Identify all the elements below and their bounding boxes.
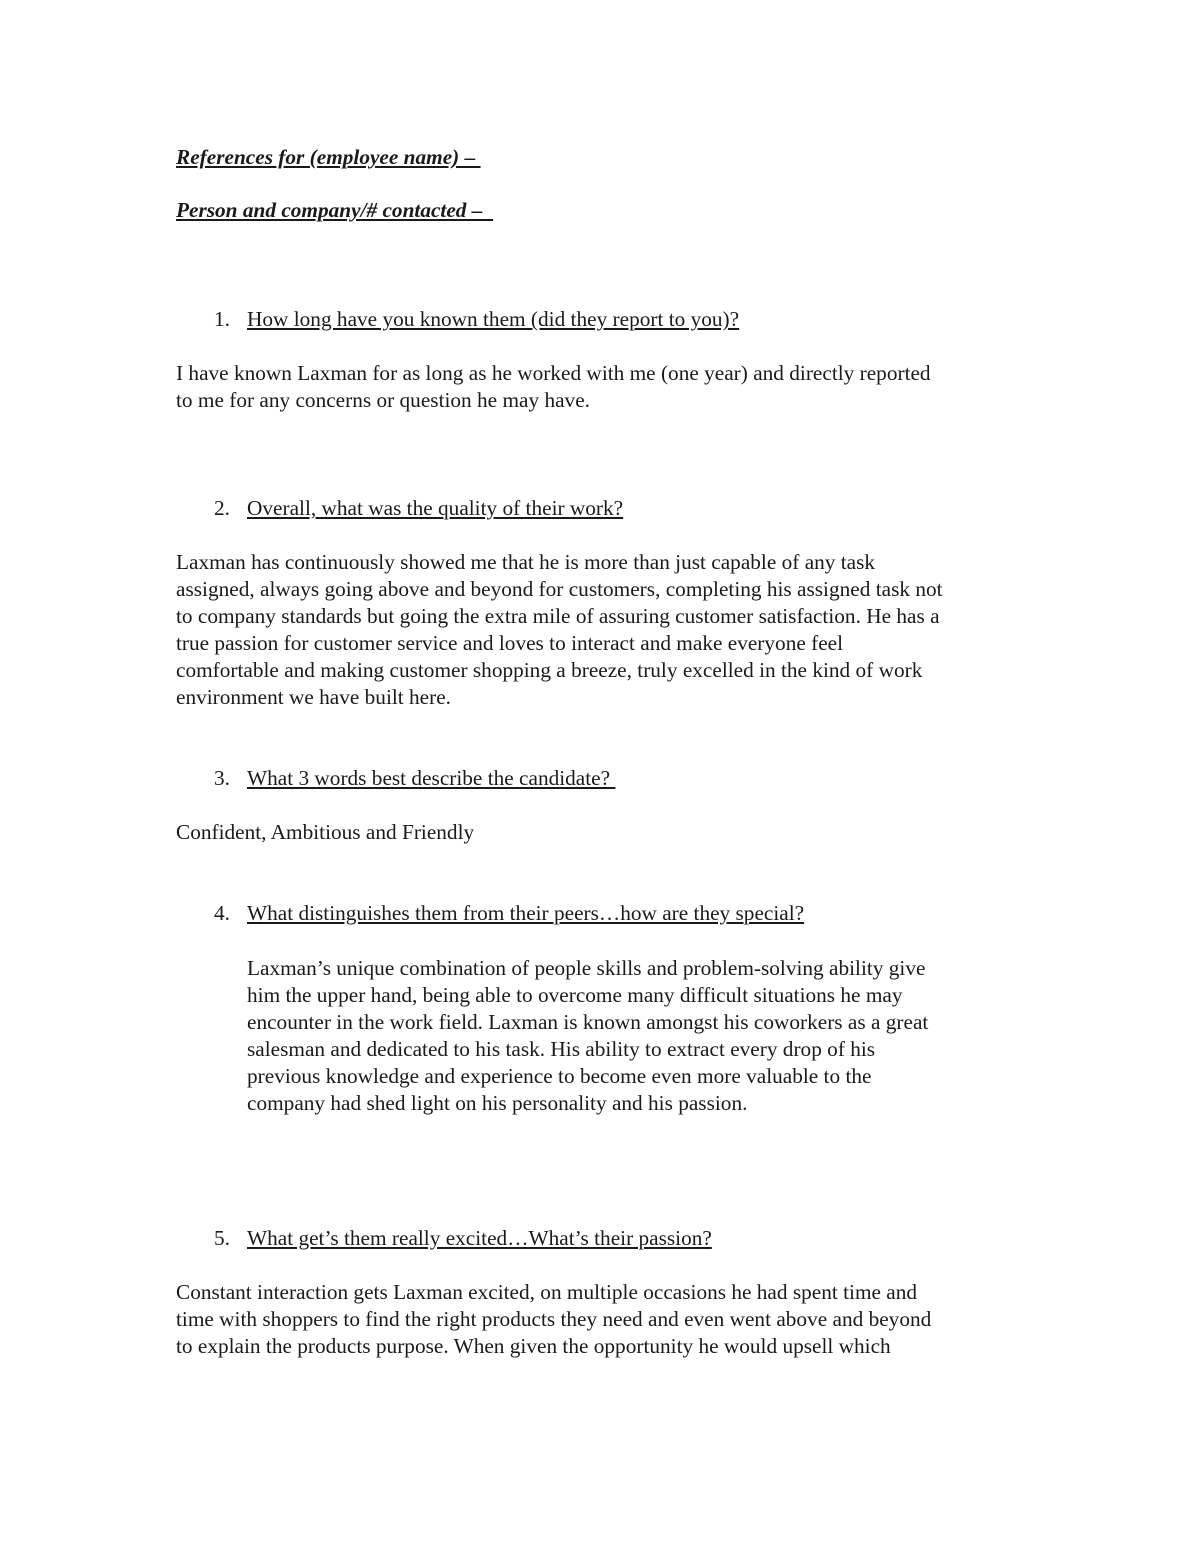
question-text: Overall, what was the quality of their work?: [247, 496, 624, 520]
question-number: 1.: [214, 307, 230, 331]
question-text: What distinguishes them from their peers…how are they special?: [247, 901, 805, 925]
references-heading: References for (employee name) –: [176, 145, 481, 169]
question-text: What 3 words best describe the candidate?: [247, 766, 616, 790]
answer-text: Laxman has continuously showed me that he is more than just capable of any task assigned, always going above and beyond for customers, completing his assigned task not to company standards but going the extra mile of assuring customer satisfaction. He has a true passion for customer service and loves to interact and make everyone feel comfortable and making customer shopping a breeze, truly excelled in the kind of work environment we have built here.: [176, 550, 943, 709]
answer-text: Laxman’s unique combination of people skills and problem-solving ability give him the upper hand, being able to overcome many difficult situations he may encounter in the work field. Laxman is known amongst his coworkers as a great salesman and dedicated to his task. His ability to extract every drop of his previous knowledge and experience to become even more valuable to the company had shed light on his personality and his passion.: [247, 956, 929, 1115]
person-contacted-heading: Person and company/# contacted –: [176, 198, 494, 222]
answer-text: Confident, Ambitious and Friendly: [176, 820, 475, 844]
question-text: How long have you known them (did they report to you)?: [247, 307, 740, 331]
answer-text: I have known Laxman for as long as he worked with me (one year) and directly reported to me for any concerns or question he may have.: [176, 361, 931, 412]
question-number: 3.: [214, 766, 230, 790]
question-text: What get’s them really excited…What’s their passion?: [247, 1226, 712, 1250]
question-number: 4.: [214, 901, 230, 925]
question-number: 5.: [214, 1226, 230, 1250]
question-number: 2.: [214, 496, 230, 520]
answer-text: Constant interaction gets Laxman excited, on multiple occasions he had spent time and time with shoppers to find the right products they need and even went above and beyond to explain the products purpose. When given the opportunity he would upsell which: [176, 1280, 932, 1358]
